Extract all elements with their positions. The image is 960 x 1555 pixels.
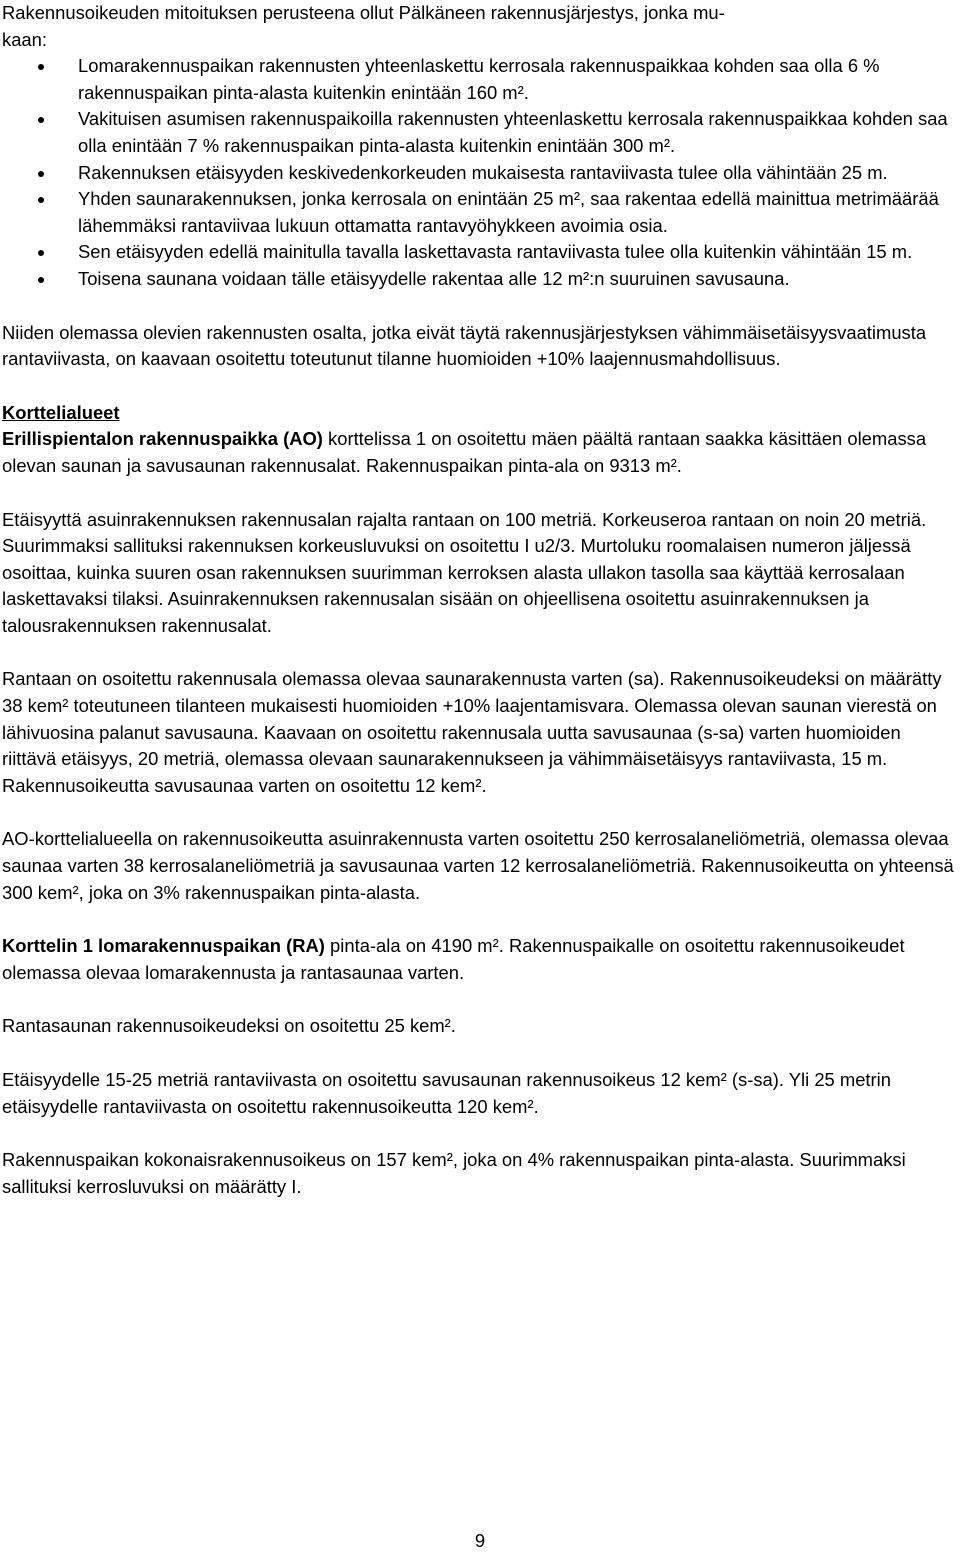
requirements-list	[2, 53, 958, 292]
list-item: Yhden saunarakennuksen, jonka kerrosala on enintään 25 m², saa rakentaa edellä mainittua metrimäärää lähemmäksi rantaviivaa lukuun ottamatta rantavyöhykkeen avoimia osia.	[78, 186, 958, 239]
heading-text: Korttelialueet	[2, 401, 120, 423]
bullet-icon	[38, 117, 44, 123]
document-page	[2, 0, 958, 1200]
bullet-icon	[38, 171, 44, 177]
list-item: Rakennuksen etäisyyden keskivedenkorkeuden mukaisesta rantaviivasta tulee olla vähintään 25 m.	[78, 160, 958, 187]
shore-sauna-paragraph: Rantasaunan rakennusoikeudeksi on osoitettu 25 kem².	[2, 1015, 456, 1037]
bullet-icon	[38, 197, 44, 203]
total-rights-paragraph: Rakennuspaikan kokonaisrakennusoikeus on 157 kem², joka on 4% rakennuspaikan pinta-alasta. Suurimmaksi sallituksi kerrosluvuksi on määrätty I.	[2, 1149, 906, 1197]
ao-plot-paragraph: Erillispientalon rakennuspaikka (AO) korttelissa 1 on osoitettu mäen päältä rantaan saakka käsittäen olemassa olevan saunan ja savusaunan rakennusalat. Rakennuspaikan pinta-ala on 9313 m².	[2, 428, 927, 476]
bullet-icon	[38, 250, 44, 256]
section-heading	[2, 400, 958, 427]
list-item: Vakituisen asumisen rakennuspaikoilla rakennusten yhteenlaskettu kerrosala rakennuspaikkaa kohden saa olla enintään 7 % rakennuspaikan pinta-alasta kuitenkin enintään 300 m².	[78, 106, 958, 159]
bullet-icon	[38, 64, 44, 70]
sauna-paragraph: Rantaan on osoitettu rakennusala olemassa olevaa saunarakennusta varten (sa). Rakennusoikeudeksi on määrätty 38 kem² toteutuneen tilanteen mukaisesti huomioiden +10% laajentamisvara. Olemassa olevan saunan vierestä on lähivuosina palanut savusauna. Kaavaan on osoitettu rakennusala uutta savusaunaa (s-sa) varten huomioiden riittävä etäisyys, 20 metriä, olemassa olevaan saunarakennukseen ja vähimmäisetäisyys rantaviivasta, 15 m. Rakennusoikeutta savusaunaa varten on osoitettu 12 kem².	[2, 668, 942, 796]
building-rights-paragraph: AO-korttelialueella on rakennusoikeutta asuinrakennusta varten osoitettu 250 kerrosalaneliömetriä, olemassa olevaa saunaa varten 38 kerrosalaneliömetriä ja savusaunaa varten 12 kerrosalaneliömetriä. Rakennusoikeutta on yhteensä 300 kem², joka on 3% rakennuspaikan pinta-alasta.	[2, 828, 954, 903]
page-number: 9	[474, 1530, 486, 1551]
list-item: Toisena saunana voidaan tälle etäisyydelle rakentaa alle 12 m²:n suuruinen savusauna.	[78, 266, 958, 293]
list-item: Lomarakennuspaikan rakennusten yhteenlaskettu kerrosala rakennuspaikkaa kohden saa olla 6 % rakennuspaikan pinta-alasta kuitenkin enintään 160 m².	[78, 53, 958, 106]
bullet-icon	[38, 277, 44, 283]
ao-plot-title: Erillispientalon rakennuspaikka (AO)	[2, 428, 323, 450]
list-item: Sen etäisyyden edellä mainitulla tavalla laskettavasta rantaviivasta tulee olla kuitenkin vähintään 15 m.	[78, 239, 958, 266]
intro-paragraph: Rakennusoikeuden mitoituksen perusteena ollut Pälkäneen rakennusjärjestys, jonka mu- kaan:	[2, 2, 725, 50]
ra-plot-title: Korttelin 1 lomarakennuspaikan (RA)	[2, 935, 325, 957]
distance-paragraph: Etäisyyttä asuinrakennuksen rakennusalan rajalta rantaan on 100 metriä. Korkeuseroa rantaan on noin 20 metriä. Suurimmaksi sallituksi rakennuksen korkeusluvuksi on osoitettu I u2/3. Murtoluku roomalaisen numeron jäljessä osoittaa, kuinka suuren osan rakennuksen suurimman kerroksen alasta ullakon tasolla saa käyttää kerrosalaan laskettavaksi tilaksi. Asuinrakennuksen rakennusalan sisään on ohjeellisena osoitettu asuinrakennuksen ja talousrakennuksen rakennusalat.	[2, 508, 927, 636]
existing-buildings-paragraph: Niiden olemassa olevien rakennusten osalta, jotka eivät täytä rakennusjärjestyksen vähimmäisetäisyysvaatimusta rantaviivasta, on kaavaan osoitettu toteutunut tilanne huomioiden +10% laajennusmahdollisuus.	[2, 321, 927, 370]
ra-plot-paragraph: Korttelin 1 lomarakennuspaikan (RA) pinta-ala on 4190 m². Rakennuspaikalle on osoitettu rakennusoikeudet olemassa olevaa lomarakennusta ja rantasaunaa varten.	[2, 935, 905, 983]
smoke-sauna-paragraph: Etäisyydelle 15-25 metriä rantaviivasta on osoitettu savusaunan rakennusoikeus 12 kem² (s-sa). Yli 25 metrin etäisyydelle rantaviivasta on osoitettu rakennusoikeutta 120 kem².	[2, 1069, 891, 1117]
